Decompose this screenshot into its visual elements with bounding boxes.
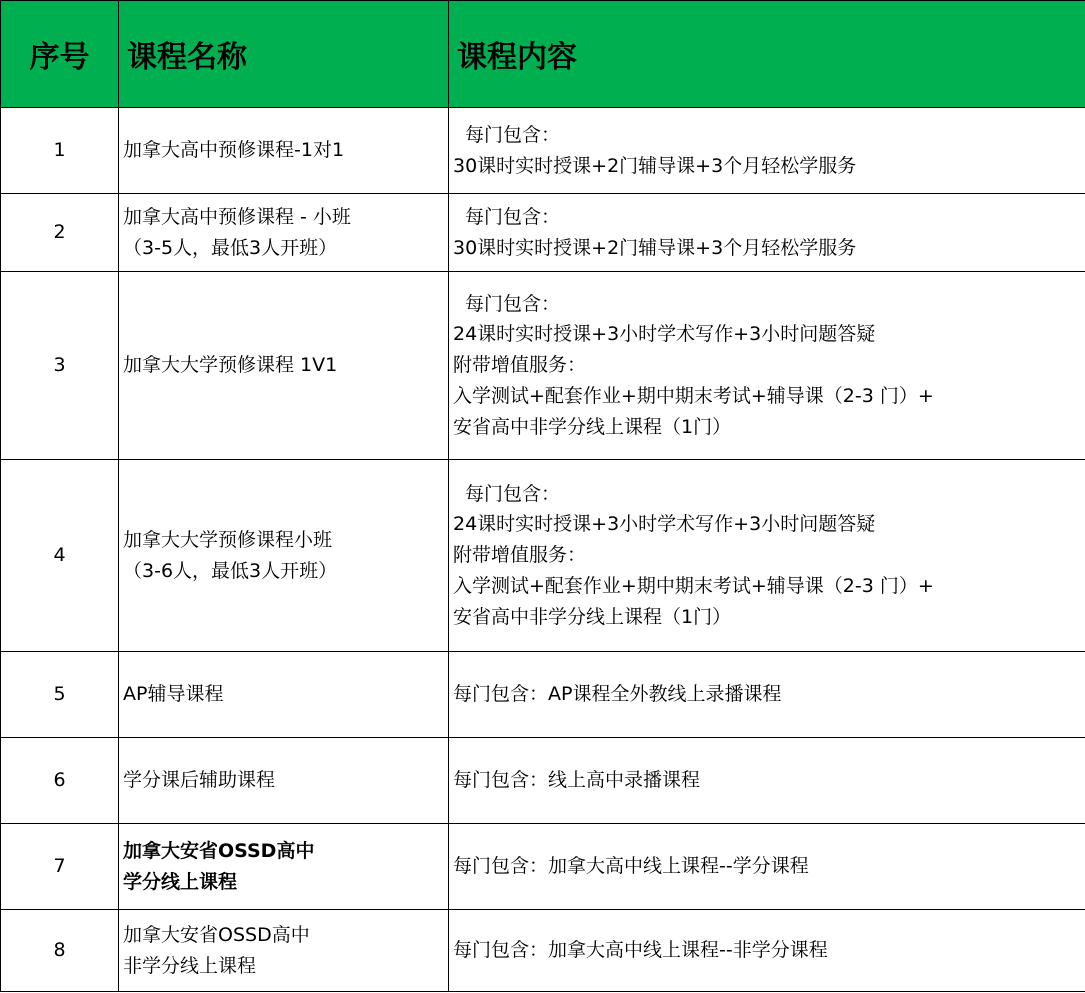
course-name-cell [119, 910, 449, 992]
content-line: 30课时实时授课+2门辅导课+3个月轻松学服务 [453, 154, 857, 177]
course-name: 加拿大安省OSSD高中 [123, 923, 310, 946]
content-line: 每门包含： [465, 482, 561, 505]
row-seq: 3 [1, 272, 119, 460]
course-name-cell [119, 652, 449, 738]
course-name: 加拿大高中预修课程-1对1 [123, 139, 345, 162]
course-name: 加拿大高中预修课程 - 小班 [123, 205, 351, 228]
header-row [1, 1, 1085, 108]
row-seq: 7 [1, 824, 119, 910]
content-line: 24课时实时授课+3小时学术写作+3小时问题答疑 [453, 513, 876, 536]
course-name: 加拿大安省OSSD高中 [123, 839, 315, 862]
course-name-note: （3-6人，最低3人开班） [123, 559, 338, 582]
table-row [1, 460, 1085, 652]
course-content-cell [449, 460, 1085, 652]
course-name-cell [119, 460, 449, 652]
content-line: 每门包含：AP课程全外教线上录播课程 [453, 683, 782, 706]
course-name: 学分线上课程 [123, 870, 238, 893]
content-line: 每门包含：加拿大高中线上课程--非学分课程 [453, 939, 828, 962]
course-name-note: （3-5人，最低3人开班） [123, 236, 338, 259]
content-line: 附带增值服务： [453, 544, 587, 567]
course-name-cell [119, 194, 449, 272]
course-name: AP辅导课程 [123, 683, 224, 706]
row-seq: 2 [1, 194, 119, 272]
course-name-cell [119, 272, 449, 460]
table-row [1, 738, 1085, 824]
header-course-content: 课程内容 [449, 1, 1085, 108]
row-seq: 1 [1, 108, 119, 194]
content-line: 每门包含：加拿大高中线上课程--学分课程 [453, 855, 809, 878]
header-course-name: 课程名称 [119, 1, 449, 108]
content-line: 每门包含： [465, 123, 561, 146]
course-content-cell [449, 272, 1085, 460]
table-row [1, 652, 1085, 738]
course-name-cell [119, 738, 449, 824]
content-line: 入学测试+配套作业+期中期末考试+辅导课（2-3 门）+ [453, 574, 934, 597]
row-seq: 6 [1, 738, 119, 824]
course-name: 学分课后辅助课程 [123, 769, 276, 792]
table-row [1, 272, 1085, 460]
table-row [1, 910, 1085, 992]
course-content-cell [449, 108, 1085, 194]
table-row [1, 824, 1085, 910]
course-name: 加拿大大学预修课程 1V1 [123, 354, 338, 377]
course-content-cell [449, 910, 1085, 992]
course-name: 加拿大大学预修课程小班 [123, 528, 333, 551]
content-line: 每门包含： [465, 205, 561, 228]
table-row [1, 194, 1085, 272]
course-name: 非学分线上课程 [123, 954, 257, 977]
row-seq: 8 [1, 910, 119, 992]
content-line: 附带增值服务： [453, 354, 587, 377]
content-line: 安省高中非学分线上课程（1门） [453, 415, 732, 438]
table-row [1, 108, 1085, 194]
course-content-cell [449, 824, 1085, 910]
row-seq: 4 [1, 460, 119, 652]
course-name-cell [119, 824, 449, 910]
content-line: 30课时实时授课+2门辅导课+3个月轻松学服务 [453, 236, 857, 259]
content-line: 每门包含：线上高中录播课程 [453, 769, 701, 792]
header-seq: 序号 [1, 1, 119, 108]
content-line: 每门包含： [465, 292, 561, 315]
content-line: 安省高中非学分线上课程（1门） [453, 605, 732, 628]
content-line: 入学测试+配套作业+期中期末考试+辅导课（2-3 门）+ [453, 384, 934, 407]
course-name-cell [119, 108, 449, 194]
row-seq: 5 [1, 652, 119, 738]
course-content-cell [449, 738, 1085, 824]
course-content-cell [449, 194, 1085, 272]
course-content-cell [449, 652, 1085, 738]
content-line: 24课时实时授课+3小时学术写作+3小时问题答疑 [453, 323, 876, 346]
